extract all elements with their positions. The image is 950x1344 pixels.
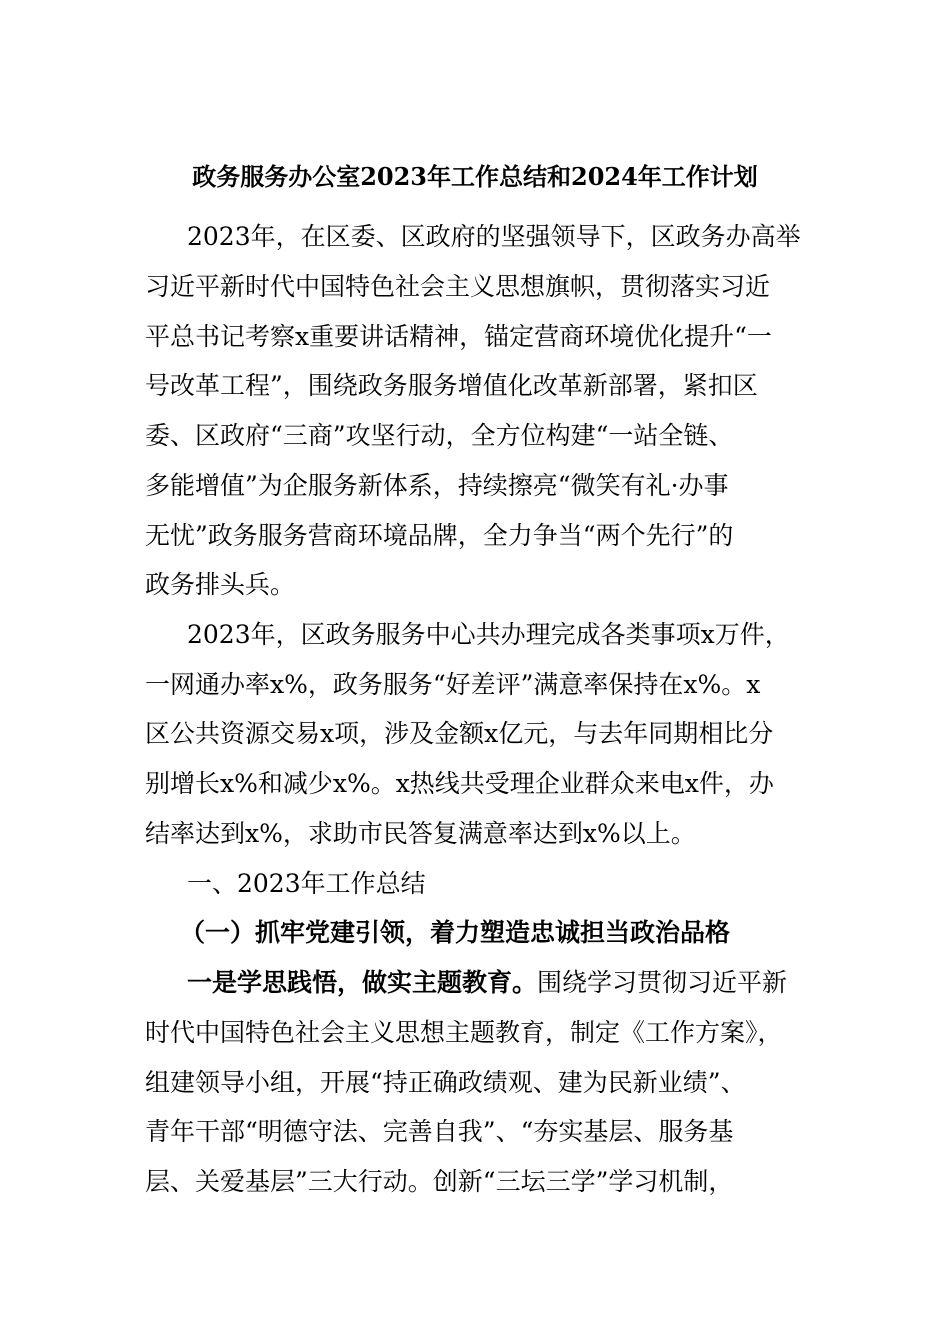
paragraph-3-line-1 <box>187 963 787 1003</box>
paragraph-3-line-4: 青年干部“明德守法、完善自我”、“夯实基层、服务基 <box>145 1117 734 1146</box>
paragraph-2-line-5: 结率达到x%，求助市民答复满意率达到x%以上。 <box>145 819 696 848</box>
subsection-1-heading: （一）抓牢党建引领，着力塑造忠诚担当政治品格 <box>180 918 731 947</box>
paragraph-2-line-4: 别增长x%和减少x%。x热线共受理企业群众来电x件，办 <box>145 769 774 798</box>
section-1-heading: 一、2023年工作总结 <box>187 869 426 898</box>
paragraph-1-line-7: 无忧”政务服务营商环境品牌，全力争当“两个先行”的 <box>145 521 734 550</box>
paragraph-1-line-1: 2023年，在区委、区政府的坚强领导下，区政务办高举 <box>187 222 801 251</box>
paragraph-3-line-3: 组建领导小组，开展“持正确政绩观、建为民新业绩”、 <box>145 1068 746 1097</box>
paragraph-3-line-2: 时代中国特色社会主义思想主题教育，制定《工作方案》， <box>145 1018 783 1047</box>
paragraph-3-line-5: 层、关爱基层”三大行动。创新“三坛三学”学习机制， <box>145 1167 734 1196</box>
paragraph-2-line-3: 区公共资源交易x项，涉及金额x亿元，与去年同期相比分 <box>145 719 774 748</box>
paragraph-1-line-4: 号改革工程”，围绕政务服务增值化改革新部署，紧扣区 <box>145 371 758 400</box>
paragraph-2-line-2: 一网通办率x%，政务服务“好差评”满意率保持在x%。x <box>145 670 761 699</box>
paragraph-3-line-1-text: 围绕学习贯彻习近平新 <box>537 968 788 997</box>
paragraph-1-line-8: 政务排头兵。 <box>145 570 296 599</box>
paragraph-1-line-3: 平总书记考察x重要讲话精神，锚定营商环境优化提升“一 <box>145 322 772 351</box>
paragraph-2-line-1: 2023年，区政务服务中心共办理完成各类事项x万件， <box>187 620 790 649</box>
paragraph-3-bold-lead: 一是学思践悟，做实主题教育。 <box>187 968 538 997</box>
paragraph-1-line-2: 习近平新时代中国特色社会主义思想旗帜，贯彻落实习近 <box>145 272 771 301</box>
document-title: 政务服务办公室2023年工作总结和2024年工作计划 <box>192 162 758 191</box>
paragraph-1-line-6: 多能增值”为企服务新体系，持续擦亮“微笑有礼·办事 <box>145 471 729 500</box>
paragraph-1-line-5: 委、区政府“三商”攻坚行动，全方位构建“一站全链、 <box>145 421 734 450</box>
